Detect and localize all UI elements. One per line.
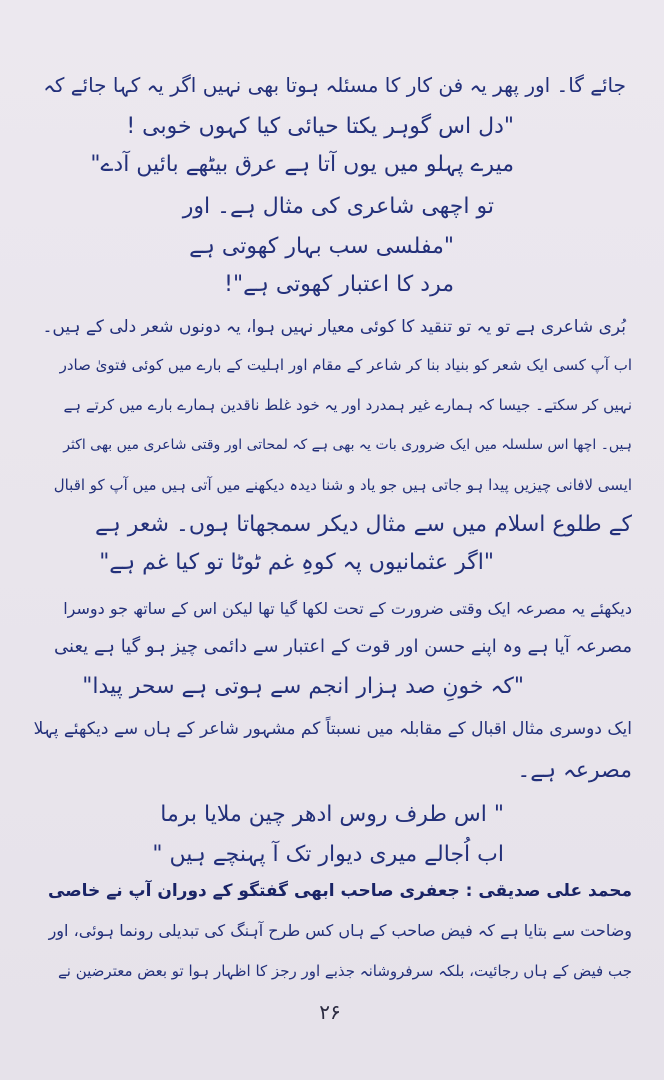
text-line-14: جب فیض کے ہاں رجائیت، بلکہ سرفروشانہ جذبے اور رجز کا اظہار ہوا تو بعض معترضین نے bbox=[58, 962, 632, 980]
text-line-7: ایسی لافانی چیزیں پیدا ہو جاتی ہیں جو یاد و شنا دیدہ دیکھنے میں آتی ہیں میں آپ کو اقبال bbox=[53, 476, 632, 494]
verse-line-3: "مفلسی سب بہار کھوتی ہے bbox=[189, 234, 454, 259]
verse-line-2: میرے پہلو میں یوں آتا ہے عرق بیٹھے بائیں آدے" bbox=[90, 152, 514, 177]
text-line-3: بُری شاعری ہے تو یہ تو تنقید کا کوئی معیار نہیں ہوا، یہ دونوں شعر دلی کے ہیں۔ bbox=[42, 317, 626, 337]
text-line-1: جائے گا۔ اور پھر یہ فن کار کا مسئلہ ہوتا بھی نہیں اگر یہ کہا جائے کہ bbox=[43, 73, 626, 97]
text-line-12: مصرعہ ہے۔ bbox=[517, 758, 632, 783]
text-line-11: ایک دوسری مثال اقبال کے مقابلہ میں نسبتاً کم مشہور شاعر کے ہاں سے دیکھئے پہلا bbox=[33, 719, 632, 739]
page-number: ۲۶ bbox=[319, 1000, 341, 1024]
text-line-13: وضاحت سے بتایا ہے کہ فیض صاحب کے ہاں کس طرح آہنگ کی تبدیلی رونما ہوئی، اور bbox=[48, 921, 632, 940]
verse-line-4: مرد کا اعتبار کھوتی ہے"! bbox=[224, 272, 454, 297]
text-line-8: کے طلوع اسلام میں سے مثال دیکر سمجھاتا ہوں۔ شعر ہے bbox=[95, 512, 632, 537]
text-line-9: دیکھئے یہ مصرعہ ایک وقتی ضرورت کے تحت لکھا گیا تھا لیکن اس کے ساتھ جو دوسرا bbox=[63, 599, 632, 618]
text-line-10: مصرعہ آیا ہے وہ اپنے حسن اور قوت کے اعتبار سے دائمی چیز ہو گیا ہے یعنی bbox=[54, 636, 632, 657]
verse-line-7: " اس طرف روس ادھر چین ملایا برما bbox=[160, 802, 504, 827]
speaker-line: محمد علی صدیقی : جعفری صاحب ابھی گفتگو کے دوران آپ نے خاصی bbox=[48, 881, 632, 901]
text-line-5: نہیں کر سکتے۔ جیسا کہ ہمارے غیر ہمدرد اور یہ خود غلط ناقدین ہمارے بارے میں کرتے ہے bbox=[63, 396, 632, 414]
text-line-4: اب آپ کسی ایک شعر کو بنیاد بنا کر شاعر کے مقام اور اہلیت کے بارے میں کوئی فتویٰ صادر bbox=[59, 356, 632, 374]
verse-line-8: اب اُجالے میری دیوار تک آ پہنچے ہیں " bbox=[152, 842, 504, 867]
text-line-6: ہیں۔ اچھا اس سلسلہ میں ایک ضروری بات یہ بھی ہے کہ لمحاتی اور وقتی شاعری میں بھی اکثر bbox=[63, 437, 632, 453]
verse-line-1: "دل اس گوہر یکتا حیائی کیا کہوں خوبی ! bbox=[126, 114, 514, 139]
verse-line-5: "اگر عثمانیوں پہ کوہِ غم ٹوٹا تو کیا غم ہے" bbox=[99, 550, 494, 575]
text-line-2: تو اچھی شاعری کی مثال ہے۔ اور bbox=[182, 194, 494, 219]
verse-line-6: "کہ خونِ صد ہزار انجم سے ہوتی ہے سحر پیدا" bbox=[82, 674, 524, 699]
